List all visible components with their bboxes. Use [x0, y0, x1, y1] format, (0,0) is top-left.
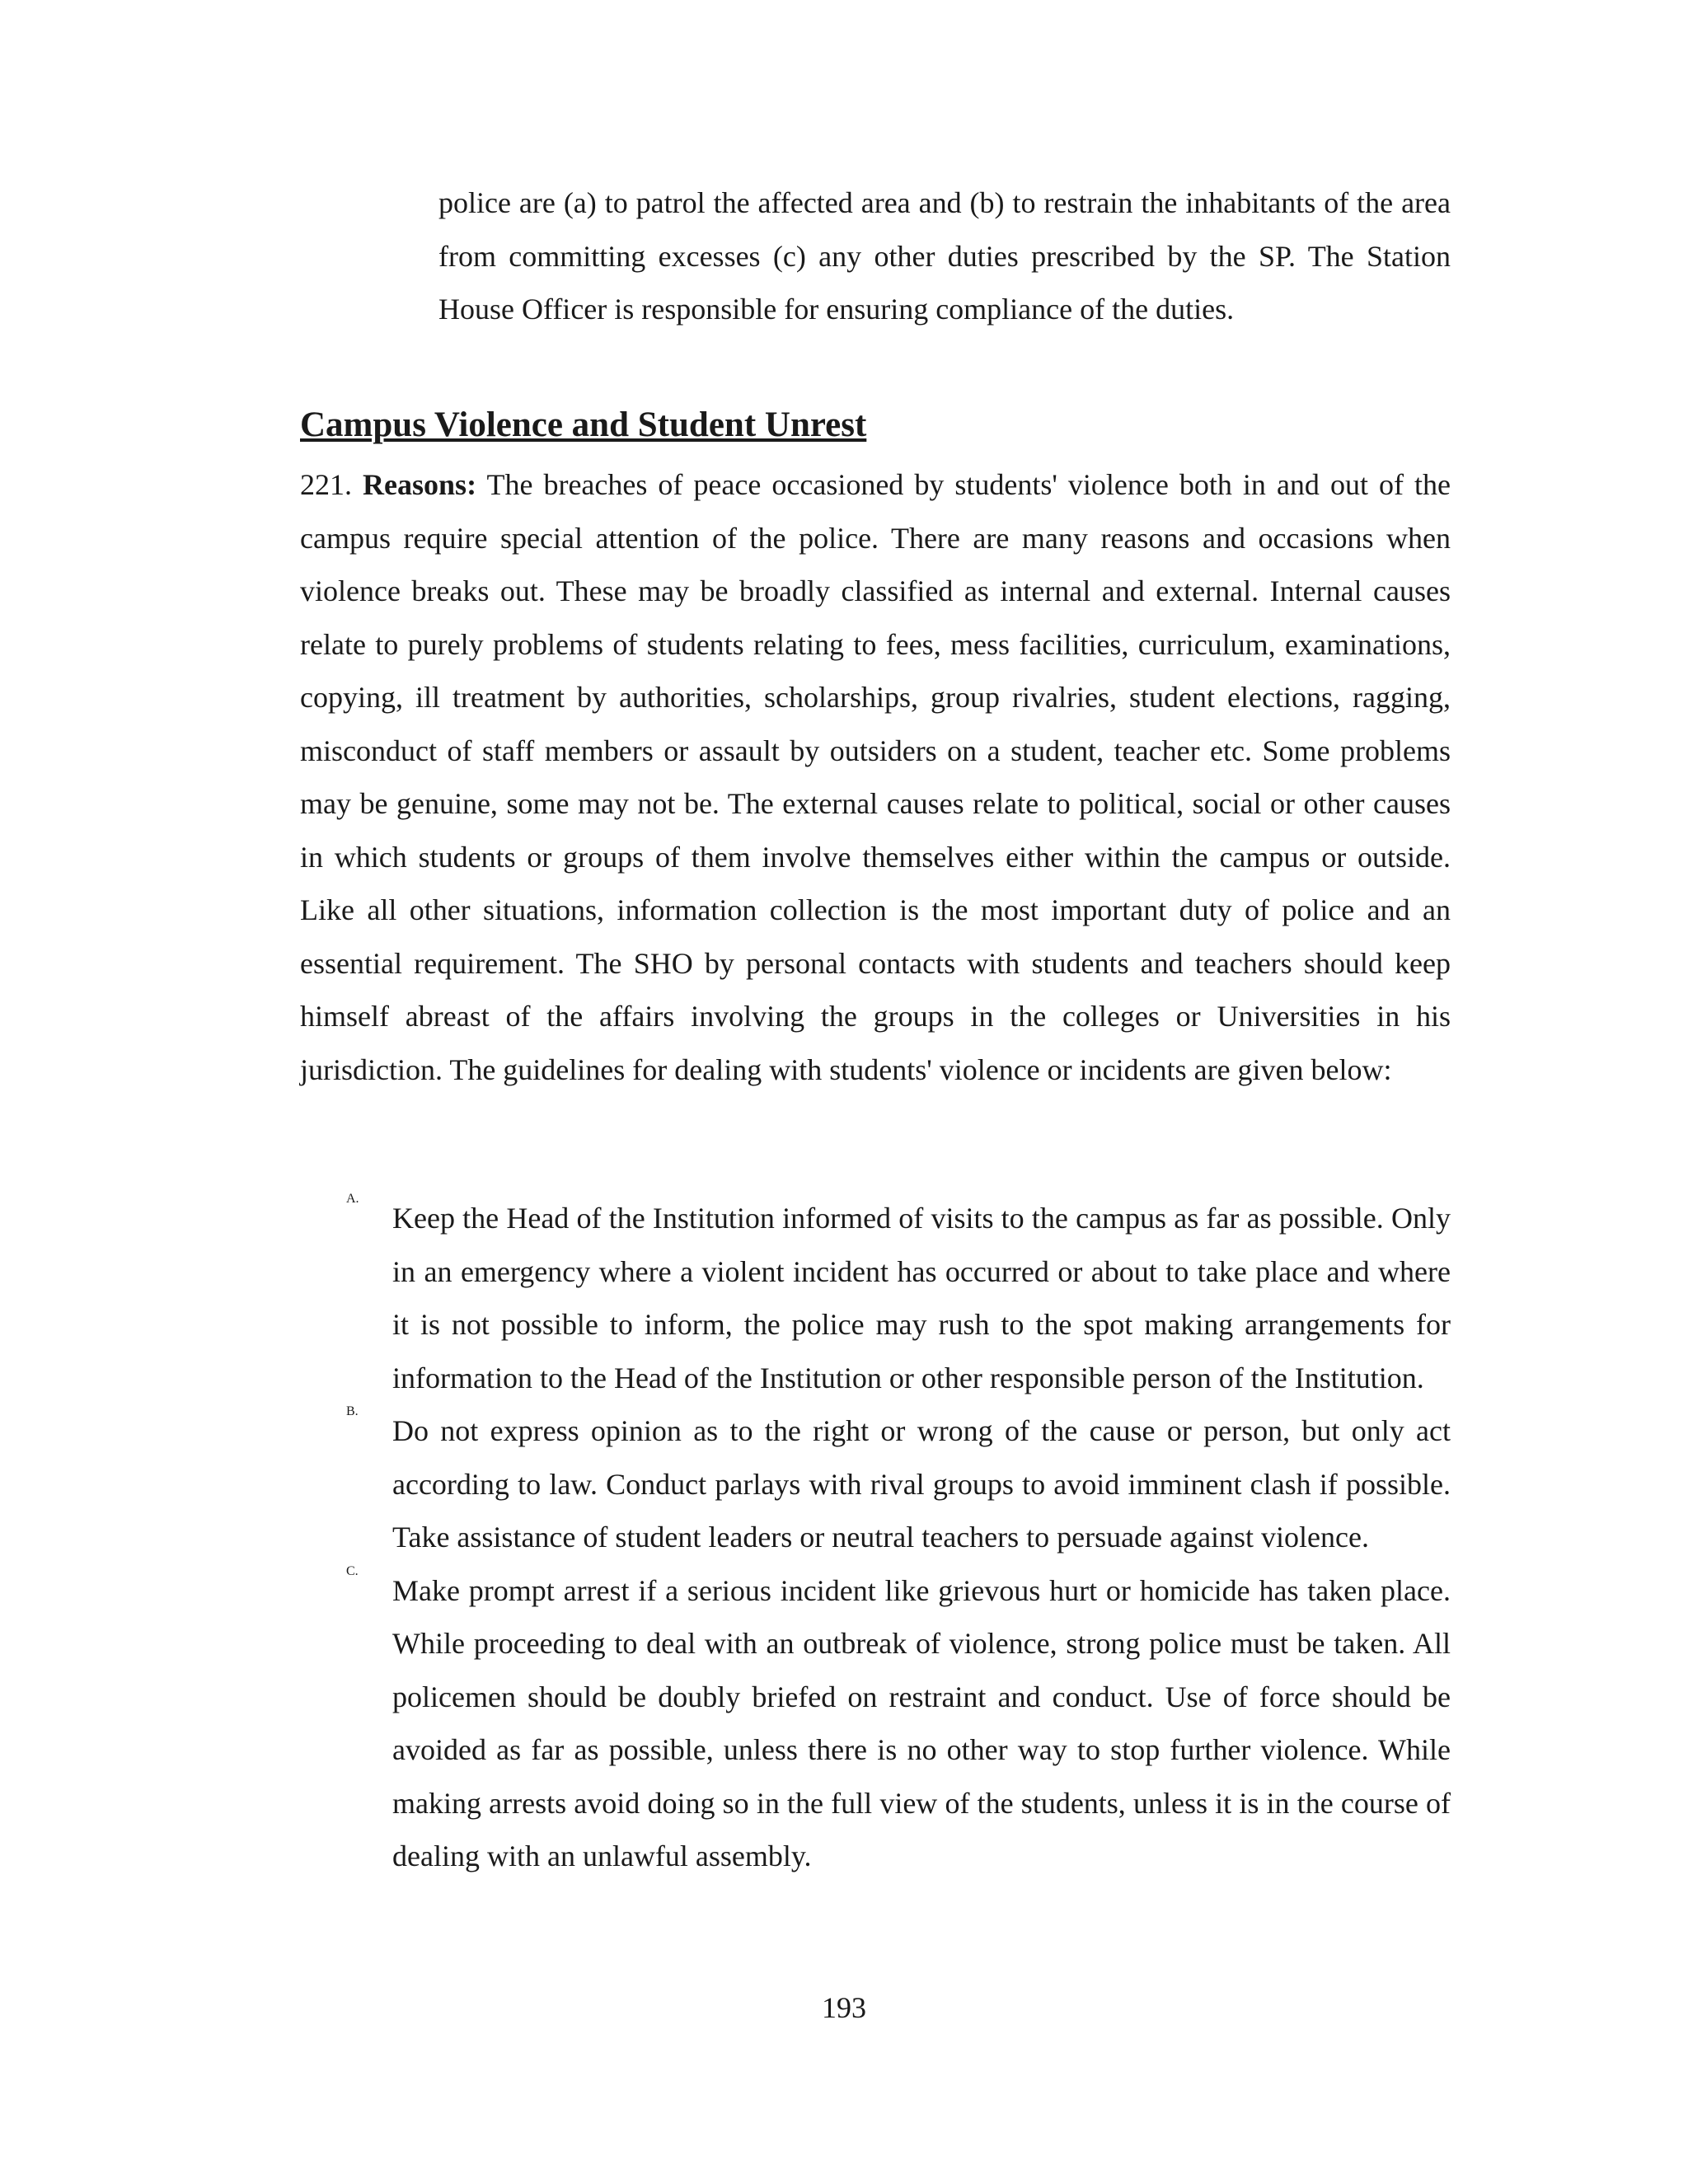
paragraph-body: The breaches of peace occasioned by students' violence both in and out of the campus require special attention of the police. There are many reasons and occasions when violence breaks out. These may be broadly classified as internal and external. Internal causes relate to purely problems of students relating to fees, mess facilities, curriculum, examinations, copying, ill treatment by authorities, scholarships, group rivalries, student elections, ragging, misconduct of staff members or assault by outsiders on a student, teacher etc. Some problems may be genuine, some may not be. The external causes relate to political, social or other causes in which students or groups of them involve themselves either within the campus or outside. Like all other situations, information collection is the most important duty of police and an essential requirement. The SHO by personal contacts with students and teachers should keep himself abreast of the affairs involving the groups in the colleges or Universities in his jurisdiction. The guidelines for dealing with students' violence or incidents are given below:: [300, 468, 1451, 1086]
guideline-text: Keep the Head of the Institution informed of visits to the campus as far as possible. Only in an emergency where a violent incident has occurred or about to take place and where it is not possible to inform, the police may rush to the spot making arrangements for information to the Head of the Institution or other responsible person of the Institution.: [392, 1202, 1451, 1394]
continuation-paragraph: police are (a) to patrol the affected area and (b) to restrain the inhabitants of the area from committing excesses (c) any other duties prescribed by the SP. The Station House Officer is responsible for ensuring compliance of the duties.: [438, 186, 1451, 326]
list-marker: B.: [346, 1404, 359, 1418]
paragraph-label: Reasons:: [363, 468, 477, 501]
guideline-text: Do not express opinion as to the right or wrong of the cause or person, but only act according to law. Conduct parlays with rival groups to avoid imminent clash if possible. Take assistance of student leaders or neutral teachers to persuade against violence.: [392, 1414, 1451, 1554]
guideline-item-c: [300, 1564, 1451, 1883]
guideline-item-b: [300, 1404, 1451, 1564]
list-marker: C.: [346, 1563, 359, 1578]
list-marker: A.: [346, 1192, 359, 1206]
section-heading: Campus Violence and Student Unrest: [300, 405, 867, 444]
guideline-text: Make prompt arrest if a serious incident like grievous hurt or homicide has taken place. While proceeding to deal with an outbreak of violence, strong police must be taken. All policemen should be doubly briefed on restraint and conduct. Use of force should be avoided as far as possible, unless there is no other way to stop further violence. While making arrests avoid doing so in the full view of the students, unless it is in the course of dealing with an unlawful assembly.: [392, 1573, 1451, 1872]
guideline-item-a: [300, 1192, 1451, 1404]
page-number: 193: [822, 1991, 866, 2024]
paragraph-221: [300, 458, 1451, 1096]
paragraph-number: 221.: [300, 468, 352, 501]
guidelines-list: [300, 1192, 1451, 1883]
